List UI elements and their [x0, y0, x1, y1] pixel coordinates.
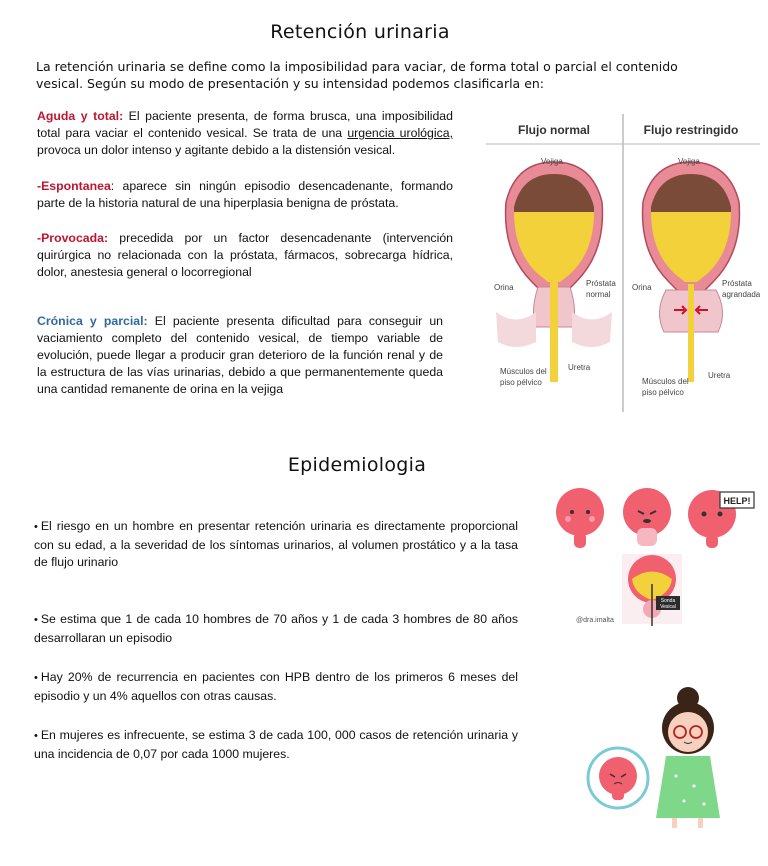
- musculos-2b: piso pélvico: [642, 388, 684, 397]
- type-cronica: [37, 313, 443, 398]
- musculos-1b: Músculos del: [642, 377, 689, 386]
- cartoon-bladder-2: [623, 488, 671, 546]
- prostata-agr-1: Próstata: [722, 279, 752, 288]
- provocada-text: precedida por un factor desencadenante (intervención quirúrgica no relacionada con la próstata, fármacos, sobrecarga hídrica, dolor, anestesia general o locorregional: [37, 231, 453, 279]
- uretra-label-2: Uretra: [708, 371, 731, 380]
- cartoon-bladders-image: [552, 484, 758, 626]
- help-bubble-text: HELP!: [723, 496, 751, 506]
- espontanea-label: -Espontanea: [37, 179, 111, 193]
- aguda-text-1: El paciente presenta, de forma brusca, una imposibilidad total para vaciar el contenido vesical. Se trata de una: [37, 109, 453, 140]
- type-aguda: [37, 108, 453, 159]
- bullet-1-text: El riesgo en un hombre en presentar retención urinaria es directamente proporcional con su edad, a la severidad de los síntomas urinarios, al volumen prostático y a la tasa de flujo urinario: [34, 519, 518, 569]
- espontanea-text: : aparece sin ningún episodio desencadenante, formando parte de la historia natural de una hiperplasia benigna de próstata.: [37, 179, 453, 210]
- bladder-flow-diagram: [486, 112, 760, 412]
- orina-label-1: Orina: [494, 283, 514, 292]
- bullet-dot: •: [34, 672, 38, 684]
- uretra-label-1: Uretra: [568, 363, 591, 372]
- cartoon-bladder-catheter: [622, 554, 682, 626]
- col-restricted-label: Flujo restringido: [643, 123, 739, 137]
- orina-label-2: Orina: [632, 283, 652, 292]
- woman-figure: [656, 687, 720, 828]
- bullet-3: [34, 669, 518, 705]
- bladder-normal: [496, 162, 612, 382]
- bullet-2: [34, 611, 518, 647]
- woman-bladder-bubble: [588, 748, 648, 808]
- provocada-label: -Provocada:: [37, 231, 109, 245]
- cronica-text: El paciente presenta dificultad para conseguir un vaciamiento completo del contenido vesical, de tiempo variable de evolución, puede llegar a producir gran deterioro de la función renal y de la estructura de las vías urinarias, debido a que permanentemente queda una cantidad remanente de orina en la vejiga: [37, 314, 443, 396]
- col-normal-label: Flujo normal: [518, 123, 590, 137]
- bullet-4-text: En mujeres es infrecuente, se estima 3 de cada 100, 000 casos de retención urinaria y una incidencia de 0,07 por cada 1000 mujeres.: [34, 728, 518, 761]
- bullet-dot: •: [34, 730, 38, 742]
- aguda-label: Aguda y total:: [37, 109, 124, 123]
- musculos-1a: Músculos del: [500, 367, 547, 376]
- aguda-text-2: provoca un dolor intenso y agitante debido a la distensión vesical.: [37, 143, 396, 157]
- sonda-label-1: Sonda: [660, 598, 676, 604]
- bullet-4: [34, 727, 518, 763]
- cartoon-woman-image: [560, 686, 740, 832]
- type-provocada: [37, 230, 453, 281]
- cronica-label: Crónica y parcial:: [37, 314, 148, 328]
- prostata-normal-2: normal: [586, 290, 611, 299]
- type-espontanea: [37, 178, 453, 212]
- epidemiology-title: Epidemiologia: [287, 454, 427, 476]
- bullet-3-text: Hay 20% de recurrencia en pacientes con HPB dentro de los primeros 6 meses del episodio y un 4% aquellos con otras causas.: [34, 670, 518, 703]
- bullet-dot: •: [34, 614, 38, 626]
- page-title: Retención urinaria: [270, 21, 450, 43]
- musculos-2a: piso pélvico: [500, 378, 542, 387]
- intro-paragraph: La retención urinaria se define como la imposibilidad para vaciar, de forma total o parcial el contenido vesical. Según su modo de presentación y su intensidad podemos clasificarla en:: [36, 59, 678, 91]
- bullet-dot: •: [34, 521, 38, 533]
- vejiga-label-1: Vejiga: [541, 157, 563, 166]
- prostata-normal-1: Próstata: [586, 279, 616, 288]
- bladder-restricted: [643, 162, 740, 382]
- vejiga-label-2: Vejiga: [678, 157, 700, 166]
- sonda-label-2: Vesical: [660, 604, 676, 610]
- credit-text: @dra.imalta: [576, 617, 614, 624]
- cartoon-bladder-3: [688, 490, 754, 548]
- bullet-2-text: Se estima que 1 de cada 10 hombres de 70 años y 1 de cada 3 hombres de 80 años desarrollaran un episodio: [34, 612, 518, 645]
- bullet-1: [34, 518, 518, 572]
- prostata-agr-2: agrandada: [722, 290, 760, 299]
- urgencia-link[interactable]: urgencia urológica,: [347, 126, 453, 140]
- cartoon-bladder-1: [556, 488, 604, 548]
